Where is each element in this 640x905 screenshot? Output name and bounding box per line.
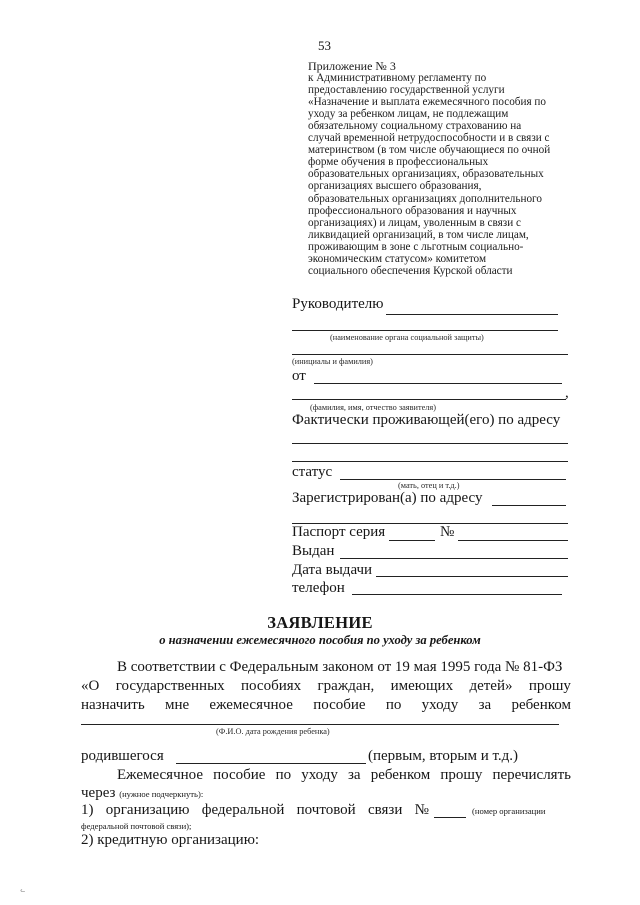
page-number: 53	[318, 38, 331, 53]
from-line	[314, 383, 562, 384]
registered-label: Зарегистрирован(а) по адресу	[292, 490, 483, 506]
word: пособие	[313, 697, 366, 713]
option-1-number-line	[434, 817, 466, 818]
word: назначить	[81, 697, 145, 713]
initials-line	[292, 354, 568, 355]
word: мне	[164, 697, 190, 713]
head-line	[386, 314, 558, 315]
word: граждан,	[317, 678, 375, 694]
status-label: статус	[292, 464, 333, 480]
residence-line-2	[292, 461, 568, 462]
organ-hint: (наименование органа социальной защиты)	[330, 333, 484, 342]
issue-date-label: Дата выдачи	[292, 562, 373, 578]
issue-date-line	[376, 576, 568, 577]
option-1-text	[81, 802, 429, 819]
from-label: от	[292, 368, 306, 384]
word: пособиях	[241, 678, 302, 694]
word: Ежемесячное	[117, 767, 203, 783]
annex-title: Приложение № 3	[308, 59, 396, 73]
annex-line: образовательных организациях дополнительного	[308, 192, 542, 205]
document-subtitle: о назначении ежемесячного пособия по уходу за ребенком	[159, 633, 481, 647]
born-label: родившегося	[81, 748, 164, 764]
annex-line: организациях) и лицам, уволенным в связи с	[308, 216, 521, 229]
word: имеющих	[390, 678, 454, 694]
word: уходу	[421, 697, 459, 713]
issued-line	[340, 558, 568, 559]
annex-line: обязательному социальному страхованию на	[308, 120, 522, 133]
word: по	[385, 697, 402, 713]
word: связи	[367, 802, 403, 818]
annex-block	[308, 60, 550, 277]
annex-line: случай временной нетрудоспособности и в связи с	[308, 132, 550, 145]
phone-label: телефон	[292, 580, 345, 596]
annex-line: материнством (в том числе обучающиеся по очной	[308, 144, 551, 157]
annex-line: к Административному регламенту по	[308, 72, 487, 85]
passport-number-line	[458, 540, 568, 541]
word: детей»	[469, 678, 513, 694]
registered-line-1	[492, 505, 566, 506]
phone-line	[352, 594, 562, 595]
annex-line: проживающим в зоне с льготным социально-	[308, 240, 524, 253]
option-1-hint: (номер организации	[472, 806, 546, 816]
annex-line: предоставлению государственной услуги	[308, 84, 505, 97]
document-title: ЗАЯВЛЕНИЕ	[267, 613, 373, 632]
child-hint: (Ф.И.О. дата рождения ребенка)	[216, 727, 330, 736]
annex-line: образовательных организациях, образовательных	[308, 168, 544, 181]
word: ежемесячное	[209, 697, 293, 713]
word: федеральной	[201, 802, 285, 818]
born-line	[176, 763, 366, 764]
passport-series-label: Паспорт серия	[292, 524, 386, 540]
option-2-text: 2) кредитную организацию:	[81, 832, 260, 848]
annex-line: форме обучения в профессиональных	[308, 156, 489, 169]
word: ребенком	[370, 767, 431, 783]
annex-line: социального обеспечения Курской области	[308, 264, 513, 277]
from-comma: ,	[565, 385, 569, 401]
word: по	[275, 767, 292, 783]
word: пособие	[213, 767, 266, 783]
paragraph-2-line-2	[81, 785, 203, 802]
born-order: (первым, вторым и т.д.)	[368, 748, 519, 764]
annex-line: экономическим статусом» комитетом	[308, 252, 487, 265]
word: перечислять	[492, 767, 571, 783]
word: «О	[81, 678, 100, 694]
word: за	[478, 697, 492, 713]
paragraph-2-line-1	[117, 767, 571, 784]
choose-hint: (нужное подчеркнуть):	[119, 789, 204, 799]
applicant-line	[292, 399, 566, 400]
status-hint: (мать, отец и т.д.)	[398, 481, 460, 490]
option-1-hint-2: федеральной почтовой связи);	[81, 821, 192, 831]
initials-hint: (инициалы и фамилия)	[292, 357, 373, 366]
paragraph-1-line-2	[81, 678, 571, 695]
scan-mark: ᓪ	[20, 888, 26, 898]
status-line	[340, 479, 566, 480]
paragraph-1-line-3	[81, 697, 571, 714]
word: 1)	[81, 802, 94, 818]
passport-series-line	[389, 540, 435, 541]
word: уходу	[301, 767, 338, 783]
word: почтовой	[296, 802, 356, 818]
word: №	[414, 802, 429, 818]
applicant-hint: (фамилия, имя, отчество заявителя)	[310, 403, 436, 412]
word: прошу	[440, 767, 483, 783]
annex-line: «Назначение и выплата ежемесячного пособия по	[308, 96, 546, 109]
word: организацию	[105, 802, 190, 818]
annex-line: уходу за ребенком лицам, не подлежащим	[308, 108, 509, 121]
annex-line: ликвидацией организаций, в том числе лицам,	[308, 228, 529, 241]
residence-label: Фактически проживающей(его) по адресу	[292, 412, 561, 428]
residence-line-1	[292, 443, 568, 444]
paragraph-1-line-1: В соответствии с Федеральным законом от 19 мая 1995 года № 81-ФЗ	[117, 659, 563, 675]
annex-line: организациях высшего образования,	[308, 180, 482, 193]
word: ребенком	[511, 697, 571, 713]
annex-line: профессионального образования и научных	[308, 204, 517, 217]
issued-label: Выдан	[292, 543, 335, 559]
through-word: через	[81, 785, 116, 801]
child-line	[81, 724, 559, 725]
head-label: Руководителю	[292, 296, 384, 312]
organ-line	[292, 330, 558, 331]
word: прошу	[528, 678, 571, 694]
word: государственных	[115, 678, 225, 694]
passport-number-sign: №	[440, 524, 455, 540]
word: за	[347, 767, 361, 783]
